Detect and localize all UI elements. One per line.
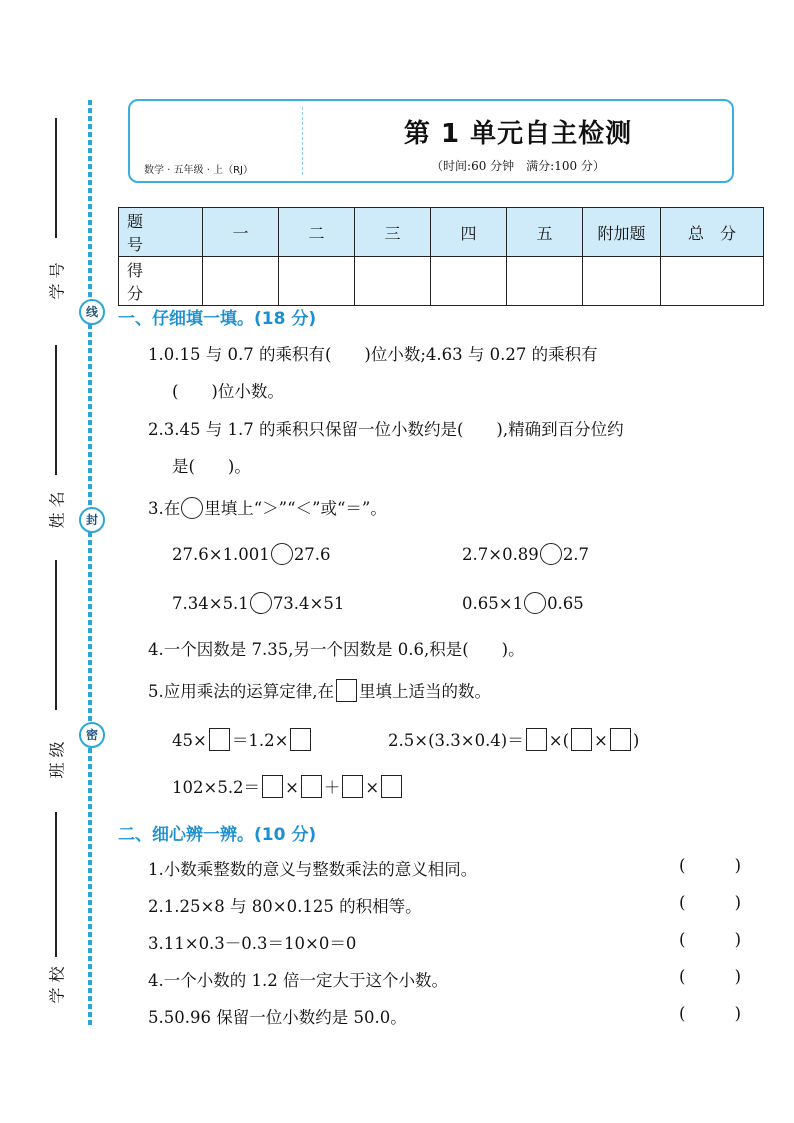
- question-3-prefix: 3.在: [148, 499, 181, 518]
- expr-text: 2.5×(3.3×0.4)＝: [388, 731, 524, 750]
- student-id-label: 学 号: [47, 262, 67, 300]
- question-4: 4.一个因数是 7.35,另一个因数是 0.6,积是( )。: [148, 640, 525, 659]
- class-rule: [55, 560, 57, 710]
- binding-badge-mi: 密: [79, 722, 105, 748]
- question-5-suffix: 里填上适当的数。: [359, 682, 491, 701]
- question-1-line-1: 1.0.15 与 0.7 的乘积有( )位小数;4.63 与 0.27 的乘积有: [148, 345, 598, 364]
- answer-box[interactable]: [571, 728, 592, 751]
- score-cell[interactable]: [431, 257, 507, 306]
- school-label: 学 校: [47, 966, 67, 1004]
- compare-left: 0.65×1: [462, 594, 524, 613]
- score-col-1: 一: [203, 208, 279, 257]
- expr-text: ×(: [548, 731, 570, 750]
- expr-text: 45×: [172, 731, 207, 750]
- circle-symbol-icon: [181, 497, 203, 519]
- judge-item-4: 4.一个小数的 1.2 倍一定大于这个小数。: [148, 971, 448, 990]
- answer-circle[interactable]: [540, 543, 562, 565]
- paren-close: ): [734, 856, 741, 875]
- paren-close: ): [734, 967, 741, 986]
- compare-right: 27.6: [293, 545, 331, 564]
- score-col-bonus: 附加题: [583, 208, 661, 257]
- score-table-header-label: 题 号: [119, 208, 203, 257]
- score-table-score-row: [119, 257, 764, 306]
- q5-expression-1: [172, 727, 313, 751]
- expr-text: ×: [594, 731, 608, 750]
- expr-text: ＝1.2×: [231, 731, 289, 750]
- score-col-4: 四: [431, 208, 507, 257]
- answer-box[interactable]: [381, 775, 402, 798]
- answer-circle[interactable]: [524, 592, 546, 614]
- score-col-3: 三: [355, 208, 431, 257]
- expr-text: 102×5.2＝: [172, 778, 261, 797]
- judge-item-3: 3.11×0.3－0.3＝10×0＝0: [148, 934, 357, 953]
- compare-right: 0.65: [547, 594, 584, 613]
- question-3-suffix: 里填上“＞”“＜”或“＝”。: [204, 499, 387, 518]
- compare-right: 73.4×51: [272, 594, 345, 613]
- compare-item-1: [172, 543, 331, 565]
- score-cell[interactable]: [507, 257, 583, 306]
- question-2-line-2: 是( )。: [172, 457, 251, 476]
- binding-badge-feng: 封: [79, 507, 105, 533]
- school-rule: [55, 812, 57, 957]
- expr-text: ): [632, 731, 640, 750]
- expr-text: ＋: [323, 778, 341, 797]
- compare-right: 2.7: [562, 545, 590, 564]
- score-col-total: 总 分: [661, 208, 764, 257]
- compare-left: 27.6×1.001: [172, 545, 270, 564]
- question-2-line-1: 2.3.45 与 1.7 的乘积只保留一位小数约是( ),精确到百分位约: [148, 420, 624, 439]
- answer-box[interactable]: [610, 728, 631, 751]
- paren-open: (: [679, 967, 686, 986]
- compare-item-3: [172, 592, 344, 614]
- q5-expression-2: [388, 727, 639, 751]
- score-col-5: 五: [507, 208, 583, 257]
- answer-box[interactable]: [290, 728, 311, 751]
- binding-dotted-line: [88, 100, 92, 1028]
- answer-box[interactable]: [262, 775, 283, 798]
- judge-item-1: 1.小数乘整数的意义与整数乘法的意义相同。: [148, 860, 478, 879]
- subject-label: 数学 · 五年级 · 上（RJ）: [144, 165, 253, 176]
- name-rule: [55, 345, 57, 475]
- answer-box[interactable]: [301, 775, 322, 798]
- student-id-rule: [55, 118, 57, 238]
- paren-open: (: [679, 930, 686, 949]
- paren-open: (: [679, 1004, 686, 1023]
- paren-open: (: [679, 856, 686, 875]
- paren-close: ): [734, 893, 741, 912]
- answer-circle[interactable]: [271, 543, 293, 565]
- header-divider: [302, 107, 303, 175]
- score-cell[interactable]: [279, 257, 355, 306]
- score-cell[interactable]: [661, 257, 764, 306]
- question-1-line-2: ( )位小数。: [172, 382, 284, 401]
- score-row-label: 得 分: [119, 257, 203, 306]
- judge-answer-1[interactable]: [679, 856, 741, 875]
- judge-item-2: 2.1.25×8 与 80×0.125 的积相等。: [148, 897, 422, 916]
- score-cell[interactable]: [203, 257, 279, 306]
- question-3: [148, 495, 387, 519]
- score-table-header-row: [119, 208, 764, 257]
- score-table: [118, 207, 764, 306]
- compare-item-2: [462, 543, 589, 565]
- answer-box[interactable]: [342, 775, 363, 798]
- compare-left: 2.7×0.89: [462, 545, 539, 564]
- expr-text: ×: [365, 778, 380, 797]
- question-5: [148, 678, 491, 702]
- paren-close: ): [734, 1004, 741, 1023]
- compare-item-4: [462, 592, 584, 614]
- page-title: 第 1 单元自主检测: [403, 119, 633, 149]
- judge-answer-4[interactable]: [679, 967, 741, 986]
- binding-badge-xian: 线: [79, 299, 105, 325]
- class-label: 班 级: [47, 741, 67, 779]
- judge-answer-5[interactable]: [679, 1004, 741, 1023]
- judge-item-5: 5.50.96 保留一位小数约是 50.0。: [148, 1008, 407, 1027]
- question-5-prefix: 5.应用乘法的运算定律,在: [148, 682, 334, 701]
- header-box: [128, 99, 734, 183]
- score-cell[interactable]: [583, 257, 661, 306]
- score-col-2: 二: [279, 208, 355, 257]
- answer-box[interactable]: [526, 728, 547, 751]
- compare-left: 7.34×5.1: [172, 594, 249, 613]
- score-cell[interactable]: [355, 257, 431, 306]
- judge-answer-2[interactable]: [679, 893, 741, 912]
- paren-close: ): [734, 930, 741, 949]
- page-subtitle: （时间:60 分钟 满分:100 分）: [431, 159, 605, 173]
- paren-open: (: [679, 893, 686, 912]
- name-label: 姓 名: [47, 491, 67, 529]
- judge-answer-3[interactable]: [679, 930, 741, 949]
- answer-circle[interactable]: [250, 592, 272, 614]
- square-symbol-icon: [336, 679, 357, 702]
- answer-box[interactable]: [209, 728, 230, 751]
- q5-expression-3: [172, 774, 404, 798]
- expr-text: ×: [285, 778, 299, 797]
- section-1-title: 一、仔细填一填。(18 分): [118, 309, 317, 329]
- section-2-title: 二、细心辨一辨。(10 分): [118, 825, 317, 845]
